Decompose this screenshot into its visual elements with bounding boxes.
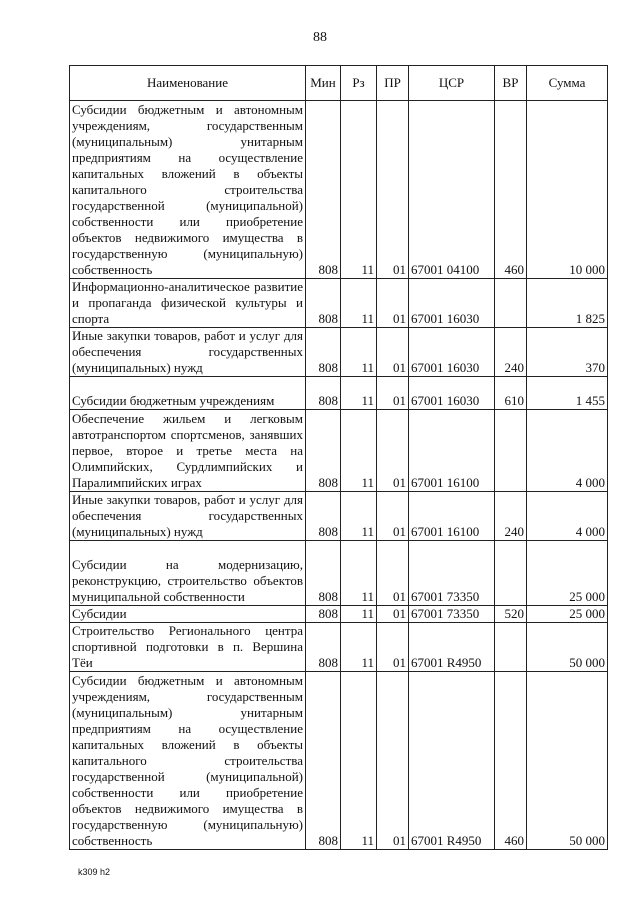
row-vr	[495, 541, 527, 606]
row-csr: 67001 16100	[409, 492, 495, 541]
row-csr: 67001 16030	[409, 377, 495, 410]
header-rz: Рз	[341, 66, 377, 101]
row-csr: 67001 R4950	[409, 672, 495, 850]
row-sum: 25 000	[527, 606, 608, 623]
row-name: Субсидии на модернизацию, реконструкцию, строительство объектов муниципальной собственности	[70, 541, 306, 606]
row-min: 808	[306, 623, 341, 672]
row-rz: 11	[341, 377, 377, 410]
table-row	[70, 279, 608, 328]
row-pr: 01	[377, 410, 409, 492]
row-sum: 4 000	[527, 410, 608, 492]
row-rz: 11	[341, 672, 377, 850]
row-min: 808	[306, 672, 341, 850]
row-name: Субсидии бюджетным и автономным учреждениям, государственным (муниципальным) унитарным предприятиям на осуществление капитальных вложений в объекты капитального строительства государственной (муниципальной) собственности или приобретение объектов недвижимого имущества в государственную (муниципальную) собственность	[70, 672, 306, 850]
row-min: 808	[306, 606, 341, 623]
row-sum: 1 455	[527, 377, 608, 410]
header-min: Мин	[306, 66, 341, 101]
row-min: 808	[306, 328, 341, 377]
row-vr: 460	[495, 672, 527, 850]
header-sum: Сумма	[527, 66, 608, 101]
table-row	[70, 672, 608, 850]
row-min: 808	[306, 541, 341, 606]
row-pr: 01	[377, 279, 409, 328]
row-sum: 25 000	[527, 541, 608, 606]
budget-table	[69, 65, 608, 850]
row-vr: 610	[495, 377, 527, 410]
row-name: Строительство Регионального центра спортивной подготовки в п. Вершина Тёи	[70, 623, 306, 672]
table-row	[70, 377, 608, 410]
header-vr: ВР	[495, 66, 527, 101]
table-row	[70, 328, 608, 377]
row-name: Субсидии	[70, 606, 306, 623]
row-min: 808	[306, 101, 341, 279]
row-csr: 67001 04100	[409, 101, 495, 279]
row-pr: 01	[377, 377, 409, 410]
page-number: 88	[313, 30, 327, 45]
row-csr: 67001 R4950	[409, 623, 495, 672]
row-min: 808	[306, 279, 341, 328]
row-pr: 01	[377, 606, 409, 623]
row-sum: 370	[527, 328, 608, 377]
row-csr: 67001 16100	[409, 410, 495, 492]
row-sum: 1 825	[527, 279, 608, 328]
row-vr: 240	[495, 328, 527, 377]
row-vr	[495, 410, 527, 492]
row-rz: 11	[341, 279, 377, 328]
row-sum: 4 000	[527, 492, 608, 541]
table-row	[70, 606, 608, 623]
row-rz: 11	[341, 606, 377, 623]
row-name: Иные закупки товаров, работ и услуг для обеспечения государственных (муниципальных) нужд	[70, 328, 306, 377]
row-pr: 01	[377, 623, 409, 672]
row-pr: 01	[377, 101, 409, 279]
row-csr: 67001 73350	[409, 606, 495, 623]
table-row	[70, 101, 608, 279]
row-name: Информационно-аналитическое развитие и пропаганда физической культуры и спорта	[70, 279, 306, 328]
row-csr: 67001 16030	[409, 279, 495, 328]
row-name: Субсидии бюджетным учреждениям	[70, 377, 306, 410]
row-pr: 01	[377, 328, 409, 377]
row-rz: 11	[341, 328, 377, 377]
table-row	[70, 410, 608, 492]
table-row	[70, 492, 608, 541]
table-header-row	[70, 66, 608, 101]
row-sum: 10 000	[527, 101, 608, 279]
row-min: 808	[306, 410, 341, 492]
header-name: Наименование	[70, 66, 306, 101]
table-row	[70, 623, 608, 672]
row-rz: 11	[341, 623, 377, 672]
row-vr: 240	[495, 492, 527, 541]
row-sum: 50 000	[527, 623, 608, 672]
row-name: Обеспечение жильем и легковым автотранспортом спортсменов, занявших первое, второе и третье места на Олимпийских, Сурдлимпийских и Паралимпийских играх	[70, 410, 306, 492]
row-pr: 01	[377, 541, 409, 606]
row-sum: 50 000	[527, 672, 608, 850]
row-pr: 01	[377, 492, 409, 541]
row-rz: 11	[341, 410, 377, 492]
header-pr: ПР	[377, 66, 409, 101]
header-csr: ЦСР	[409, 66, 495, 101]
row-min: 808	[306, 377, 341, 410]
row-rz: 11	[341, 541, 377, 606]
row-rz: 11	[341, 492, 377, 541]
row-vr	[495, 623, 527, 672]
row-csr: 67001 73350	[409, 541, 495, 606]
row-csr: 67001 16030	[409, 328, 495, 377]
table-row	[70, 541, 608, 606]
row-pr: 01	[377, 672, 409, 850]
row-name: Иные закупки товаров, работ и услуг для обеспечения государственных (муниципальных) нужд	[70, 492, 306, 541]
row-name: Субсидии бюджетным и автономным учреждениям, государственным (муниципальным) унитарным предприятиям на осуществление капитальных вложений в объекты капитального строительства государственной (муниципальной) собственности или приобретение объектов недвижимого имущества в государственную (муниципальную) собственность	[70, 101, 306, 279]
row-vr: 520	[495, 606, 527, 623]
row-vr	[495, 279, 527, 328]
document-code: k309 h2	[78, 867, 111, 877]
row-vr: 460	[495, 101, 527, 279]
row-min: 808	[306, 492, 341, 541]
row-rz: 11	[341, 101, 377, 279]
